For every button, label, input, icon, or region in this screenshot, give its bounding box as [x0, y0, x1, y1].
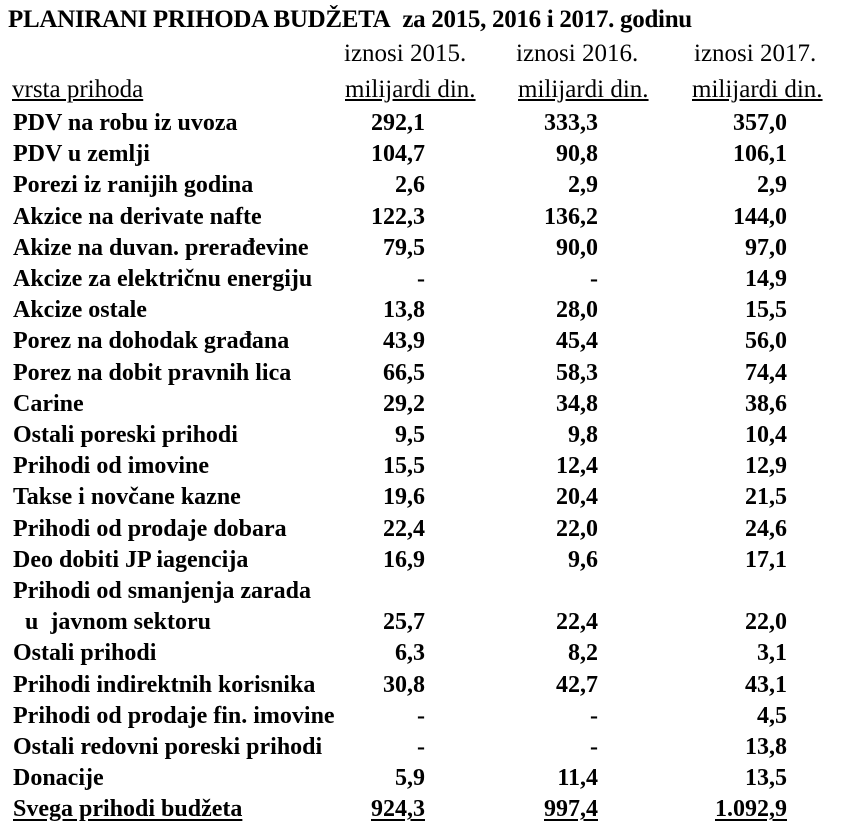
value-2016: 28,0 — [556, 297, 598, 323]
header-col-2016-line2: milijardi din. — [518, 76, 649, 103]
row-label: Akize na duvan. prerađevine — [13, 235, 309, 261]
value-2016: 8,2 — [568, 640, 598, 666]
row-label: Prihodi od imovine — [13, 453, 210, 479]
value-2016: 333,3 — [544, 110, 598, 136]
value-2016: 2,9 — [568, 172, 598, 198]
row-label: Akzice na derivate nafte — [13, 204, 262, 230]
value-2017: 13,8 — [745, 734, 787, 760]
table-row — [0, 451, 867, 482]
value-2016: 90,8 — [556, 141, 598, 167]
table-row — [0, 482, 867, 513]
value-2015: 29,2 — [383, 391, 425, 417]
value-2016: - — [590, 734, 598, 760]
table-row — [0, 295, 867, 326]
value-2016: 22,4 — [556, 609, 598, 635]
value-2015: 43,9 — [383, 328, 425, 354]
value-2015: 6,3 — [395, 640, 425, 666]
table-row — [0, 202, 867, 233]
value-2017: 74,4 — [745, 360, 787, 386]
value-2016: - — [590, 266, 598, 292]
row-label: Prihodi od smanjenja zarada — [13, 578, 312, 604]
value-2015: 16,9 — [383, 547, 425, 573]
table-row — [0, 420, 867, 451]
value-2017: 12,9 — [745, 453, 787, 479]
row-label: PDV na robu iz uvoza — [13, 110, 238, 136]
value-2015: 15,5 — [383, 453, 425, 479]
row-label: PDV u zemlji — [13, 141, 150, 167]
table-row — [0, 514, 867, 545]
table-row — [0, 732, 867, 763]
value-2015: 66,5 — [383, 360, 425, 386]
table-row — [0, 545, 867, 576]
total-row — [0, 794, 867, 825]
row-label: Prihodi od prodaje fin. imovine — [13, 703, 335, 729]
title-main: PLANIRANI PRIHODA BUDŽETA — [8, 6, 391, 33]
header-col-2015-line1: iznosi 2015. — [344, 40, 467, 67]
title-years: za 2015, 2016 i 2017. godinu — [402, 6, 692, 33]
value-2016: 90,0 — [556, 235, 598, 261]
value-2015: 25,7 — [383, 609, 425, 635]
value-2017: 15,5 — [745, 297, 787, 323]
value-2016: 11,4 — [557, 765, 598, 791]
row-label: Akcize ostale — [13, 297, 147, 323]
value-2017: 1.092,9 — [715, 796, 787, 822]
table-row — [0, 170, 867, 201]
value-2016: - — [590, 703, 598, 729]
table-row — [0, 108, 867, 139]
value-2016: 20,4 — [556, 484, 598, 510]
value-2015: 2,6 — [395, 172, 425, 198]
row-label: u javnom sektoru — [13, 609, 212, 635]
row-label: Donacije — [13, 765, 104, 791]
value-2015: 22,4 — [383, 516, 425, 542]
value-2017: 4,5 — [757, 703, 787, 729]
row-label: Takse i novčane kazne — [13, 484, 241, 510]
row-label: Ostali poreski prihodi — [13, 422, 238, 448]
row-label: Carine — [13, 391, 84, 417]
value-2017: 2,9 — [757, 172, 787, 198]
value-2017: 22,0 — [745, 609, 787, 635]
value-2015: - — [417, 734, 425, 760]
value-2016: 34,8 — [556, 391, 598, 417]
table-row — [0, 358, 867, 389]
value-2017: 21,5 — [745, 484, 787, 510]
value-2017: 3,1 — [757, 640, 787, 666]
value-2015: 9,5 — [395, 422, 425, 448]
row-label: Porezi iz ranijih godina — [13, 172, 254, 198]
value-2015: 924,3 — [371, 796, 425, 822]
table-row — [0, 389, 867, 420]
value-2017: 144,0 — [733, 204, 787, 230]
header-col-2017-line1: iznosi 2017. — [694, 40, 817, 67]
table-row — [0, 607, 867, 638]
header-col-2015-line2: milijardi din. — [345, 76, 476, 103]
value-2016: 136,2 — [544, 204, 598, 230]
value-2016: 12,4 — [556, 453, 598, 479]
table-row — [0, 233, 867, 264]
value-2015: - — [417, 703, 425, 729]
row-label: Porez na dobit pravnih lica — [13, 360, 292, 386]
header-row-label: vrsta prihoda — [12, 76, 144, 103]
value-2017: 106,1 — [733, 141, 787, 167]
value-2016: 42,7 — [556, 672, 598, 698]
value-2017: 38,6 — [745, 391, 787, 417]
value-2017: 13,5 — [745, 765, 787, 791]
table-row — [0, 701, 867, 732]
value-2016: 58,3 — [556, 360, 598, 386]
row-label: Svega prihodi budžeta — [13, 796, 243, 822]
document-title — [8, 5, 864, 35]
header-col-2016-line1: iznosi 2016. — [516, 40, 639, 67]
value-2017: 97,0 — [745, 235, 787, 261]
value-2017: 14,9 — [745, 266, 787, 292]
value-2015: 292,1 — [371, 110, 425, 136]
value-2015: - — [417, 266, 425, 292]
value-2015: 122,3 — [371, 204, 425, 230]
value-2017: 43,1 — [745, 672, 787, 698]
value-2016: 997,4 — [544, 796, 598, 822]
value-2017: 56,0 — [745, 328, 787, 354]
table-row — [0, 139, 867, 170]
value-2017: 357,0 — [733, 110, 787, 136]
value-2016: 9,6 — [568, 547, 598, 573]
table-row — [0, 670, 867, 701]
value-2015: 19,6 — [383, 484, 425, 510]
value-2017: 17,1 — [745, 547, 787, 573]
row-label: Prihodi indirektnih korisnika — [13, 672, 316, 698]
row-label: Prihodi od prodaje dobara — [13, 516, 287, 542]
value-2015: 13,8 — [383, 297, 425, 323]
value-2017: 10,4 — [745, 422, 787, 448]
value-2015: 30,8 — [383, 672, 425, 698]
row-label: Ostali prihodi — [13, 640, 157, 666]
header-col-2017-line2: milijardi din. — [692, 76, 823, 103]
table-row — [0, 264, 867, 295]
row-label: Deo dobiti JP iagencija — [13, 547, 249, 573]
value-2015: 104,7 — [371, 141, 425, 167]
row-label: Akcize za električnu energiju — [13, 266, 313, 292]
value-2017: 24,6 — [745, 516, 787, 542]
value-2015: 79,5 — [383, 235, 425, 261]
value-2016: 22,0 — [556, 516, 598, 542]
value-2015: 5,9 — [395, 765, 425, 791]
row-label: Porez na dohodak građana — [13, 328, 290, 354]
row-label: Ostali redovni poreski prihodi — [13, 734, 323, 760]
value-2016: 45,4 — [556, 328, 598, 354]
value-2016: 9,8 — [568, 422, 598, 448]
table-row — [0, 763, 867, 794]
table-row — [0, 638, 867, 669]
table-row — [0, 576, 867, 607]
table-row — [0, 326, 867, 357]
